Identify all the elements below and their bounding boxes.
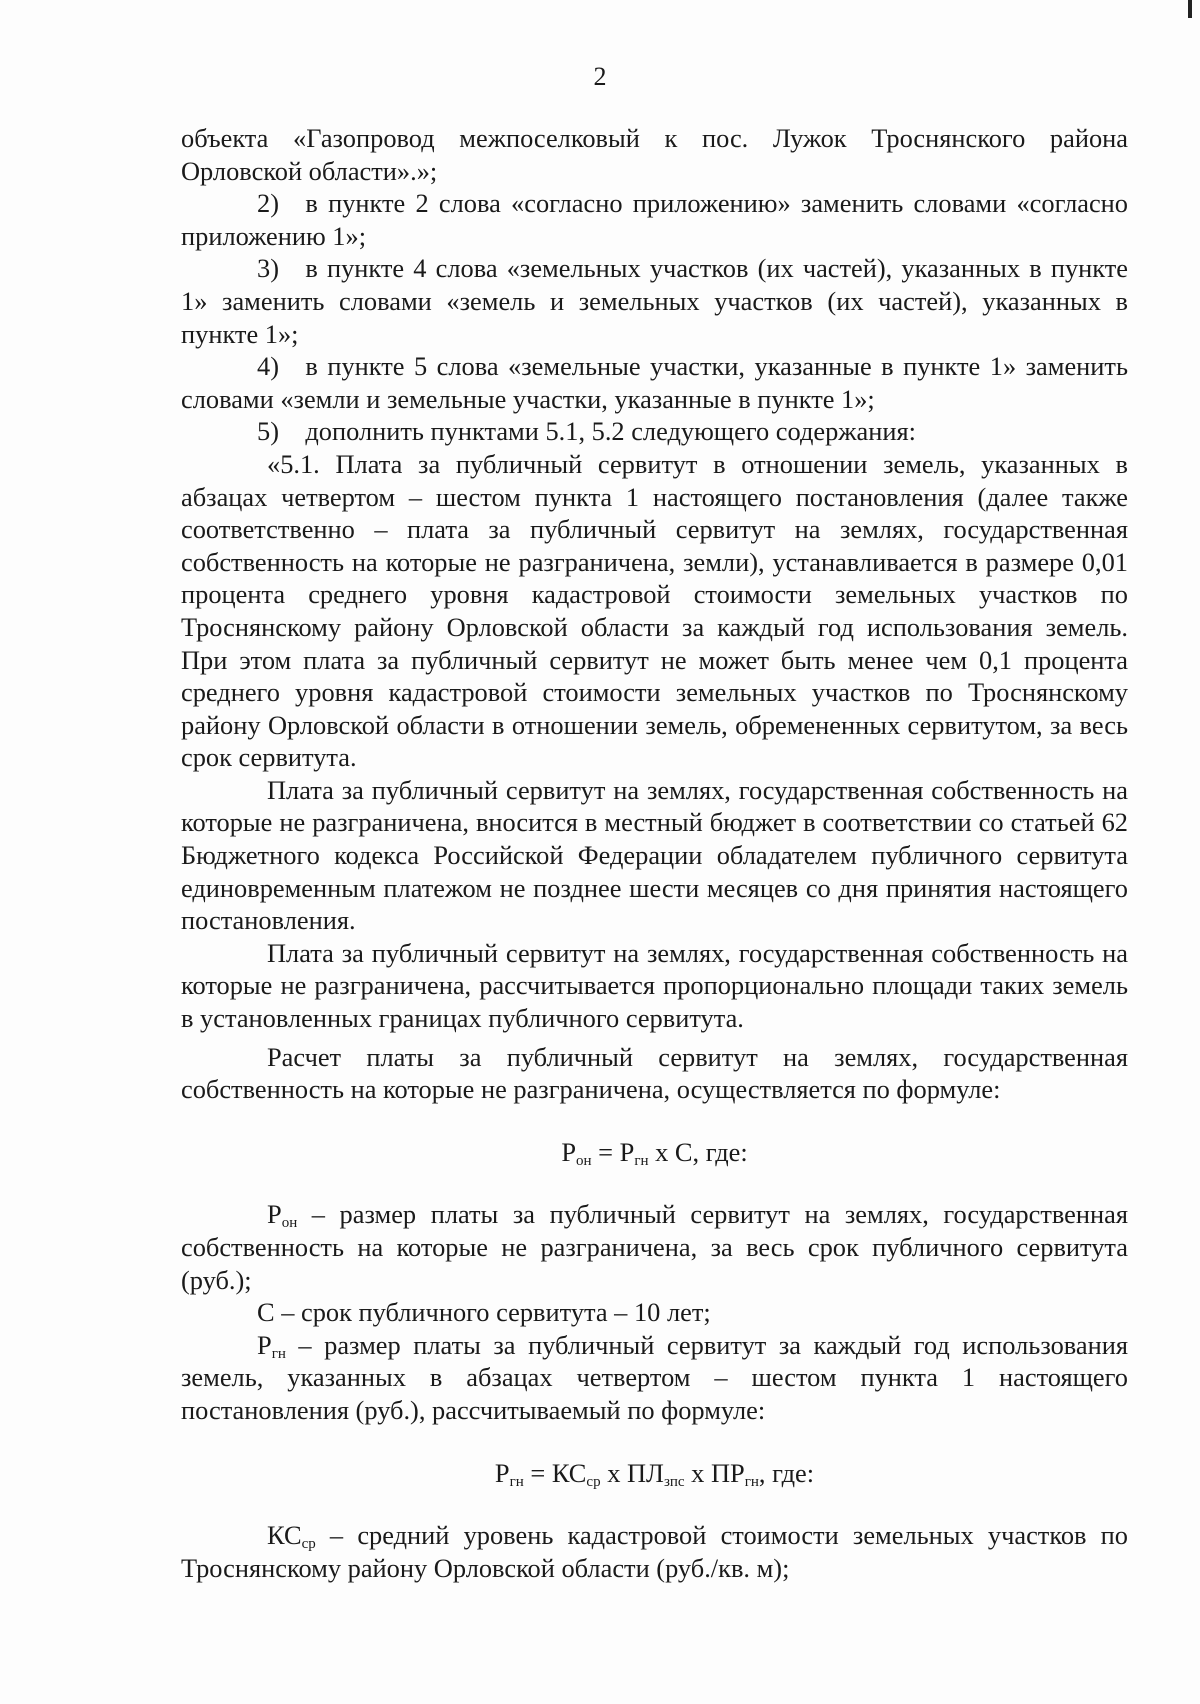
paragraph-item-3: 3) в пункте 4 слова «земельных участков (их частей), указанных в пункте 1» заменить словами «земель и земельных участков (их частей), указанных в пункте 1»; <box>181 253 1128 349</box>
paragraph-payment-proportional: Плата за публичный сервитут на землях, государственная собственность на которые не разграничена, рассчитывается пропорционально площади таких земель в установленных границах публичного сервитута. <box>181 937 1128 1034</box>
paragraph-payment-budget: Плата за публичный сервитут на землях, государственная собственность на которые не разграничена, вносится в местный бюджет в соответствии со статьей 62 Бюджетного кодекса Российской Федерации обладателем публичного сервитута единовременным платежом не позднее шести месяцев со дня принятия настоящего постановления. <box>181 774 1128 936</box>
paragraph-5-1: «5.1. Плата за публичный сервитут в отношении земель, указанных в абзацах четвертом – шестом пункта 1 настоящего постановления (далее также соответственно – плата за публичный сервитут на землях, государственная собственность на которые не разграничена, земли), устанавливается в размере 0,01 процента среднего уровня кадастровой стоимости земельных участков по Троснянскому району Орловской области за каждый год использования земель. При этом плата за публичный сервитут не может быть менее чем 0,1 процента среднего уровня кадастровой стоимости земельных участков по Троснянскому району Орловской области в отношении земель, обремененных сервитутом, за весь срок сервитута. <box>181 448 1128 773</box>
document-body <box>181 122 1128 1584</box>
formula-pon: $Р_{он} = Р_{гн}$ х С, где: <box>561 1136 748 1169</box>
definition-ks: $КС_{ср}$ – средний уровень кадастровой стоимости земельных участков по Троснянскому району Орловской области (руб./кв. м); <box>181 1520 1128 1583</box>
paragraph-item-2: 2) в пункте 2 слова «согласно приложению» заменить словами «согласно приложению 1»; <box>181 188 1128 251</box>
paragraph-calculation-intro: Расчет платы за публичный сервитут на землях, государственная собственность на которые не разграничена, осуществляется по формуле: <box>181 1041 1128 1105</box>
formula-pgn: $Р_{гн} = КС_{ср}$ х $ПЛ_{зпс}$ х $ПР_{гн}$, где: <box>494 1457 815 1490</box>
page-number: 2 <box>593 62 607 91</box>
paragraph-item-4: 4) в пункте 5 слова «земельные участки, указанные в пункте 1» заменить словами «земли и земельные участки, указанные в пункте 1»; <box>181 351 1128 414</box>
paragraph-item-5: 5) дополнить пунктами 5.1, 5.2 следующего содержания: <box>257 416 916 447</box>
definition-c: С – срок публичного сервитута – 10 лет; <box>257 1297 711 1328</box>
definition-pon: $Р_{он}$ – размер платы за публичный сервитут на землях, государственная собственность на которые не разграничена, за весь срок публичного сервитута (руб.); <box>181 1199 1128 1295</box>
definition-pgn: $Р_{гн}$ – размер платы за публичный сервитут за каждый год использования земель, указанных в абзацах четвертом – шестом пункта 1 настоящего постановления (руб.), рассчитываемый по формуле: <box>181 1329 1128 1425</box>
paragraph-object-continuation: объекта «Газопровод межпоселковый к пос. Лужок Троснянского района Орловской области».»; <box>181 123 1128 186</box>
scan-edge-mark <box>1188 0 1192 18</box>
